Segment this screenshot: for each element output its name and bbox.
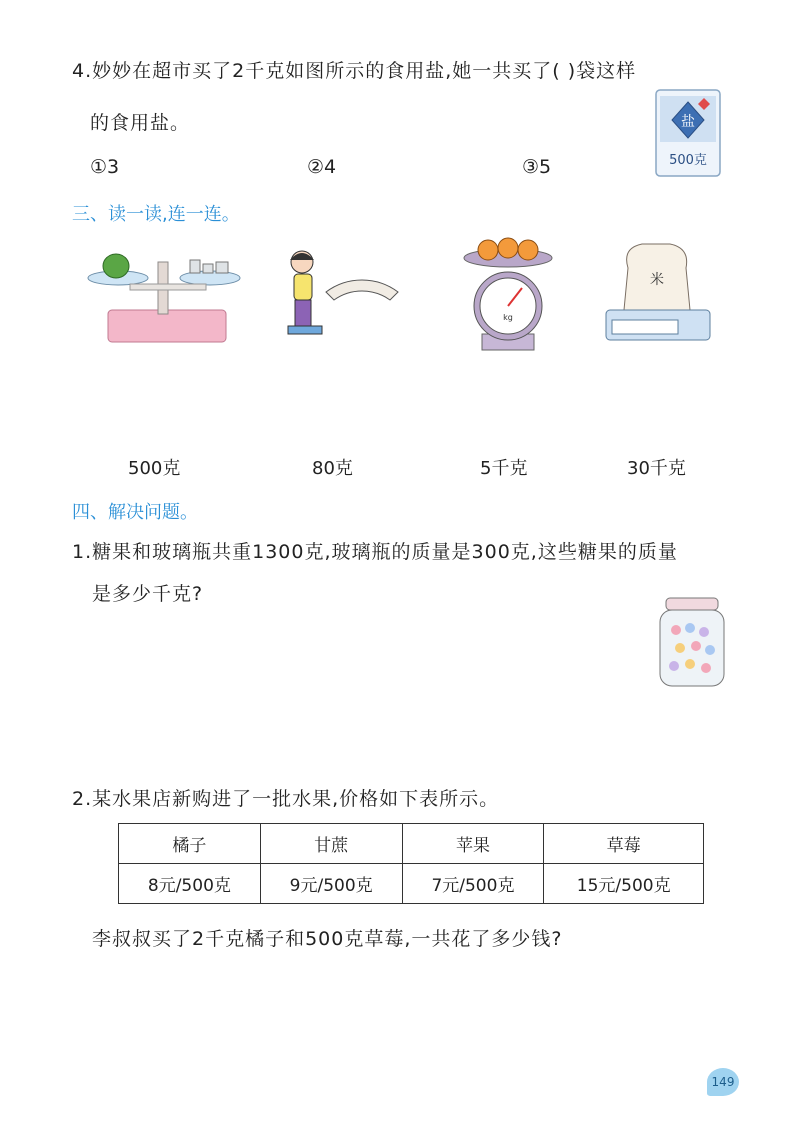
candy-jar-illustration <box>656 596 728 690</box>
rice-label: 米 <box>650 272 664 288</box>
answer-80g[interactable]: 80克 <box>312 458 353 479</box>
electronic-scale-illustration <box>602 238 714 346</box>
table-header-row <box>119 824 704 864</box>
option-2[interactable]: ②4 <box>307 156 337 178</box>
table-cell: 8元/500克 <box>119 864 261 904</box>
table-cell: 15元/500克 <box>544 864 704 904</box>
salt-label: 盐 <box>681 114 695 130</box>
problem-2-line-1: 2.某水果店新购进了一批水果,价格如下表所示。 <box>72 788 500 810</box>
problem-2-question: 李叔叔买了2千克橘子和500克草莓,一共花了多少钱? <box>92 928 563 950</box>
option-1[interactable]: ①3 <box>90 156 120 178</box>
fruit-price-table <box>118 823 704 904</box>
answer-500g[interactable]: 500克 <box>128 458 181 479</box>
section-3-title: 三、读一读,连一连。 <box>72 204 240 225</box>
salt-weight-label: 500克 <box>669 153 707 168</box>
page-number: 149 <box>707 1068 739 1096</box>
body-scale-illustration <box>280 246 404 346</box>
answer-30kg[interactable]: 30千克 <box>627 458 686 479</box>
table-header-cell: 苹果 <box>402 824 544 864</box>
section-4-title: 四、解决问题。 <box>72 502 198 523</box>
table-row <box>119 864 704 904</box>
balance-scale-illustration <box>86 244 246 348</box>
problem-1-line-1: 1.糖果和玻璃瓶共重1300克,玻璃瓶的质量是300克,这些糖果的质量 <box>72 541 678 563</box>
salt-bag-illustration <box>652 86 724 180</box>
table-cell: 9元/500克 <box>260 864 402 904</box>
table-header-cell: 草莓 <box>544 824 704 864</box>
dial-scale-illustration <box>462 236 554 356</box>
option-3[interactable]: ③5 <box>522 156 552 178</box>
question-4-line-1: 4.妙妙在超市买了2千克如图所示的食用盐,她一共买了( )袋这样 <box>72 60 637 82</box>
table-header-cell: 橘子 <box>119 824 261 864</box>
table-cell: 7元/500克 <box>402 864 544 904</box>
table-header-cell: 甘蔗 <box>260 824 402 864</box>
question-4-line-2: 的食用盐。 <box>90 112 191 134</box>
svg-text:kg: kg <box>503 313 513 322</box>
problem-1-line-2: 是多少千克? <box>92 583 204 605</box>
answer-5kg[interactable]: 5千克 <box>480 458 528 479</box>
